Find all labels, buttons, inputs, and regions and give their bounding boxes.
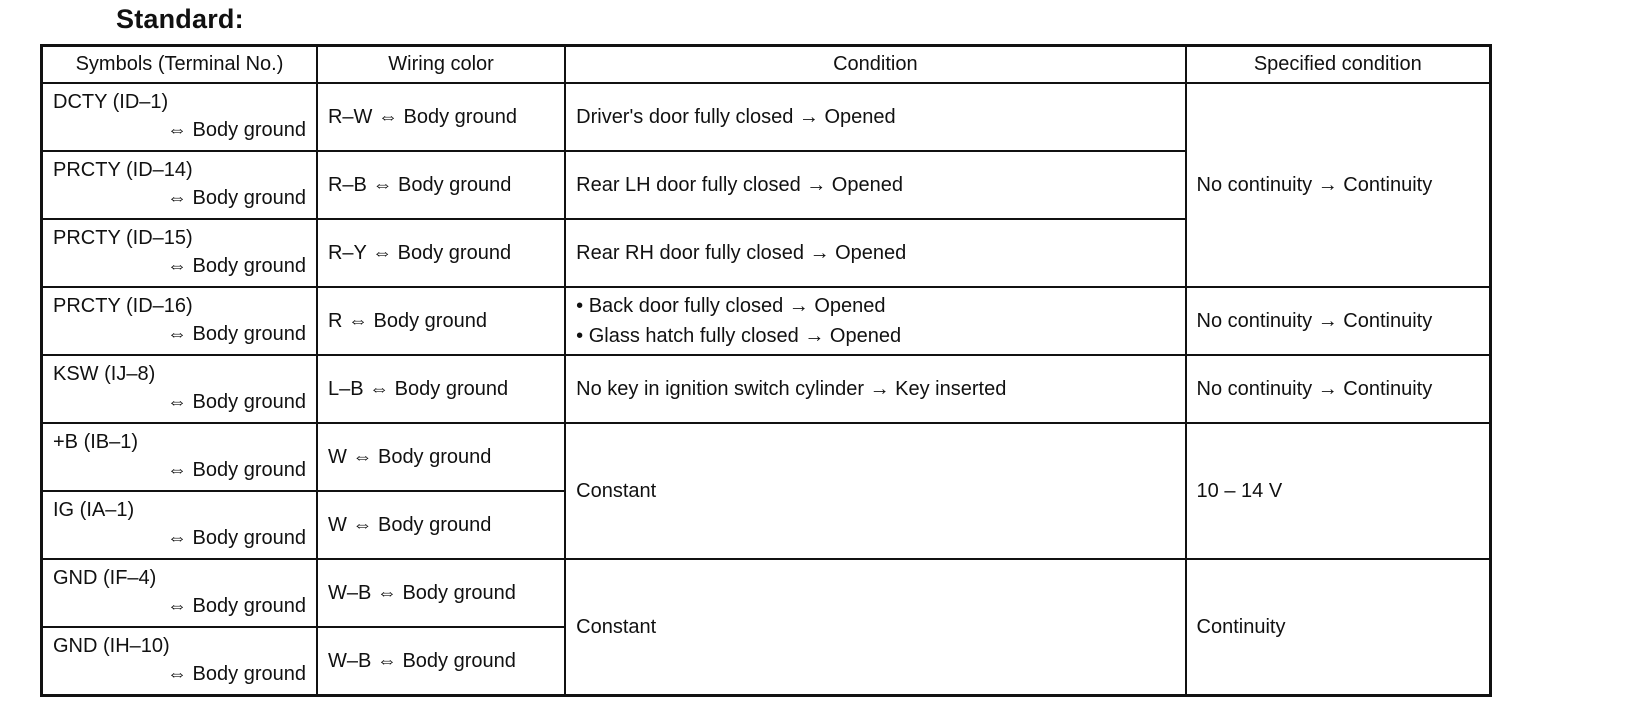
terminal-symbol: GND (IH–10) xyxy=(53,635,170,657)
standard-table xyxy=(40,44,1492,697)
symbol-cell xyxy=(42,627,317,696)
section-heading: Standard: xyxy=(116,4,244,34)
condition-cell: Driver's door fully closed → Opened xyxy=(565,83,1185,151)
wiring-color-cell: R ⇔ Body ground xyxy=(317,287,565,355)
body-ground-label: ⇔ Body ground xyxy=(167,663,306,685)
wiring-color-cell: W ⇔ Body ground xyxy=(317,423,565,491)
condition-cell: Constant xyxy=(565,559,1185,696)
body-ground-label: ⇔ Body ground xyxy=(167,595,306,617)
wiring-color-cell: R–W ⇔ Body ground xyxy=(317,83,565,151)
header-symbols: Symbols (Terminal No.) xyxy=(42,46,317,84)
table-header-row xyxy=(42,46,1491,84)
condition-bullet: • Back door fully closed → Opened xyxy=(576,295,886,317)
specified-condition-cell: No continuity → Continuity xyxy=(1186,355,1491,423)
body-ground-label: ⇔ Body ground xyxy=(167,187,306,209)
body-ground-label: ⇔ Body ground xyxy=(167,255,306,277)
specified-condition-cell: No continuity → Continuity xyxy=(1186,83,1491,287)
symbol-cell xyxy=(42,287,317,355)
condition-bullet: • Glass hatch fully closed → Opened xyxy=(576,325,902,347)
condition-cell: Constant xyxy=(565,423,1185,559)
header-condition: Condition xyxy=(565,46,1185,84)
body-ground-label: ⇔ Body ground xyxy=(167,119,306,141)
wiring-color-cell: L–B ⇔ Body ground xyxy=(317,355,565,423)
terminal-symbol: PRCTY (ID–15) xyxy=(53,227,193,249)
specified-condition-cell: No continuity → Continuity xyxy=(1186,287,1491,355)
header-wiring-color: Wiring color xyxy=(317,46,565,84)
symbol-cell xyxy=(42,423,317,491)
body-ground-label: ⇔ Body ground xyxy=(167,527,306,549)
table-row xyxy=(42,83,1491,151)
terminal-symbol: +B (IB–1) xyxy=(53,431,139,453)
body-ground-label: ⇔ Body ground xyxy=(167,459,306,481)
wiring-color-cell: R–Y ⇔ Body ground xyxy=(317,219,565,287)
terminal-symbol: DCTY (ID–1) xyxy=(53,91,169,113)
symbol-cell xyxy=(42,83,317,151)
body-ground-label: ⇔ Body ground xyxy=(167,323,306,345)
symbol-cell xyxy=(42,355,317,423)
condition-cell: Rear RH door fully closed → Opened xyxy=(565,219,1185,287)
condition-cell: No key in ignition switch cylinder → Key inserted xyxy=(565,355,1185,423)
symbol-cell xyxy=(42,219,317,287)
specified-condition-cell: 10 – 14 V xyxy=(1186,423,1491,559)
table-row xyxy=(42,355,1491,423)
terminal-symbol: KSW (IJ–8) xyxy=(53,363,156,385)
wiring-color-cell: R–B ⇔ Body ground xyxy=(317,151,565,219)
condition-cell xyxy=(565,287,1185,355)
wiring-color-cell: W ⇔ Body ground xyxy=(317,491,565,559)
specified-condition-cell: Continuity xyxy=(1186,559,1491,696)
body-ground-label: ⇔ Body ground xyxy=(167,391,306,413)
table-row xyxy=(42,287,1491,355)
wiring-color-cell: W–B ⇔ Body ground xyxy=(317,627,565,696)
wiring-color-cell: W–B ⇔ Body ground xyxy=(317,559,565,627)
table-row xyxy=(42,559,1491,627)
terminal-symbol: IG (IA–1) xyxy=(53,499,135,521)
symbol-cell xyxy=(42,151,317,219)
condition-cell: Rear LH door fully closed → Opened xyxy=(565,151,1185,219)
symbol-cell xyxy=(42,559,317,627)
header-specified-condition: Specified condition xyxy=(1186,46,1491,84)
terminal-symbol: PRCTY (ID–16) xyxy=(53,295,193,317)
terminal-symbol: GND (IF–4) xyxy=(53,567,157,589)
terminal-symbol: PRCTY (ID–14) xyxy=(53,159,193,181)
symbol-cell xyxy=(42,491,317,559)
table-row xyxy=(42,423,1491,491)
